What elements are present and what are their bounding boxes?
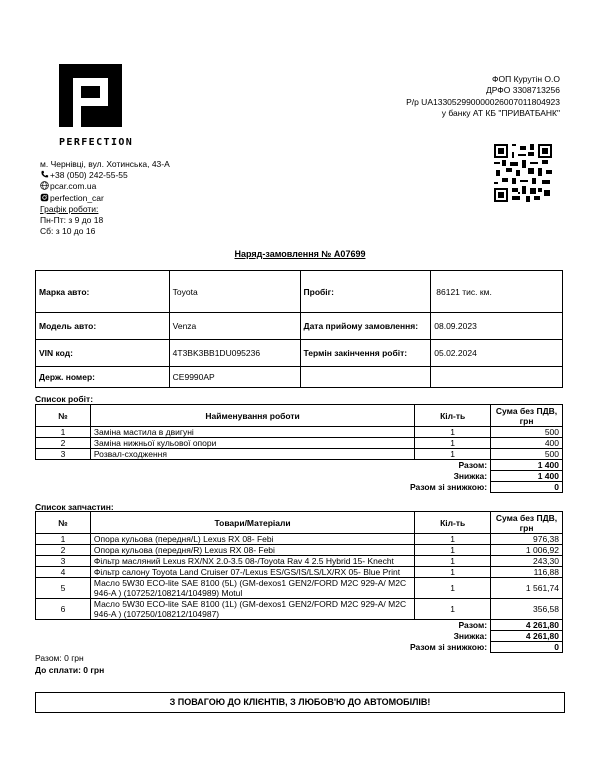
works-sum-value: 1 400 xyxy=(491,460,563,471)
works-after-value: 0 xyxy=(491,482,563,493)
table-row: 1 Заміна мастила в двигуні 1 500 xyxy=(36,427,563,438)
works-table xyxy=(35,404,563,493)
company-bank: у банку АТ КБ "ПРИВАТБАНК" xyxy=(441,107,560,118)
parts-sum-label: Разом: xyxy=(458,620,488,631)
company-account: Р/р UA133052990000026007011804923 xyxy=(406,96,560,107)
table-row: 6 Масло 5W30 ECO-lite SAE 8100 (1L) (GM-dexos1 GEN2/FORD M2C 929-A/ M2C 946-A ) (107250/108212/104987) 1 356,58 xyxy=(36,599,563,620)
phone-icon xyxy=(40,170,49,179)
works-header-num: № xyxy=(36,405,91,427)
empty-cell xyxy=(300,367,431,388)
parts-title: Список запчастин: xyxy=(35,502,114,512)
works-discount-value: 1 400 xyxy=(491,471,563,482)
company-name: ФОП Курутін О.О xyxy=(492,74,560,84)
vin-label: VIN код: xyxy=(36,340,170,367)
plate-value: CE9990AP xyxy=(169,367,300,388)
phone-line[interactable] xyxy=(40,170,170,181)
parts-header-sum: Сума без ПДВ, грн xyxy=(491,512,563,534)
site-text: pcar.com.ua xyxy=(50,181,97,192)
mileage-label: Пробіг: xyxy=(300,271,431,313)
parts-discount-label: Знижка: xyxy=(453,631,488,641)
table-row: 1 Опора кульова (передня/L) Lexus RX 08- Febi 1 976,38 xyxy=(36,534,563,545)
model-label: Модель авто: xyxy=(36,313,170,340)
parts-sum-value: 4 261,80 xyxy=(491,620,563,631)
works-header-sum: Сума без ПДВ, грн xyxy=(491,405,563,427)
table-row: 3 Фільтр масляний Lexus RX/NX 2.0-3.5 08-/Toyota Rav 4 2.5 Hybrid 15- Knecht 1 243,30 xyxy=(36,556,563,567)
parts-after-label: Разом зі знижкою: xyxy=(409,642,488,652)
company-drfo: ДРФО 3308713256 xyxy=(485,85,560,96)
schedule-weekdays: Пн-Пт: з 9 до 18 xyxy=(40,215,104,226)
works-header-name: Найменування роботи xyxy=(90,405,414,427)
parts-header-name: Товари/Матеріали xyxy=(90,512,414,534)
vin-value: 4T3BK3BB1DU095236 xyxy=(169,340,300,367)
model-value: Venza xyxy=(169,313,300,340)
deadline-value: 05.02.2024 xyxy=(431,340,563,367)
total-to-pay: До сплати: 0 грн xyxy=(35,664,105,675)
parts-header-num: № xyxy=(36,512,91,534)
works-header-qty: Кіл-ть xyxy=(415,405,491,427)
table-row: 2 Опора кульова (передня/R) Lexus RX 08- Febi 1 1 006,92 xyxy=(36,545,563,556)
qr-code-icon[interactable] xyxy=(494,144,552,202)
instagram-line[interactable] xyxy=(40,193,170,204)
address: м. Чернівці, вул. Хотинська, 43-А xyxy=(40,159,170,169)
car-info-table xyxy=(35,270,563,388)
phone-text: +38 (050) 242-55-55 xyxy=(50,170,128,181)
contacts-block xyxy=(40,159,170,237)
table-row: 2 Заміна нижньої кульової опори 1 400 xyxy=(36,438,563,449)
parts-table xyxy=(35,511,563,653)
instagram-text: perfection_car xyxy=(50,192,104,203)
schedule-title: Графік роботи: xyxy=(40,203,99,214)
company-requisites xyxy=(406,74,560,119)
works-after-label: Разом зі знижкою: xyxy=(409,482,488,492)
schedule-saturday: Сб: з 10 до 16 xyxy=(40,226,96,237)
accept-date-value: 08.09.2023 xyxy=(431,313,563,340)
order-title: Наряд-замовлення № А07699 xyxy=(234,249,366,259)
total-sum: Разом: 0 грн xyxy=(35,653,84,663)
footer-banner: З ПОВАГОЮ ДО КЛІЄНТІВ, З ЛЮБОВ'Ю ДО АВТОМОБІЛІВ! xyxy=(35,692,565,713)
totals-block xyxy=(35,653,104,676)
works-sum-label: Разом: xyxy=(458,460,488,471)
table-row: 4 Фільтр салону Toyota Land Cruiser 07-/Lexus ES/GS/IS/LS/LX/RX 05- Blue Print 1 116,88 xyxy=(36,567,563,578)
globe-icon xyxy=(40,181,49,190)
site-line[interactable] xyxy=(40,181,170,192)
mileage-value: 86121 тис. км. xyxy=(431,271,563,313)
table-row: 3 Розвал-сходження 1 500 xyxy=(36,449,563,460)
accept-date-label: Дата прийому замовлення: xyxy=(300,313,431,340)
parts-after-value: 0 xyxy=(491,642,563,653)
parts-discount-value: 4 261,80 xyxy=(491,631,563,642)
perfection-logo-icon xyxy=(59,64,122,127)
deadline-label: Термін закінчення робіт: xyxy=(300,340,431,367)
table-row: 5 Масло 5W30 ECO-lite SAE 8100 (5L) (GM-dexos1 GEN2/FORD M2C 929-A/ M2C 946-A ) (107252/108214/104989) Motul 1 1 561,74 xyxy=(36,578,563,599)
brand-value: Toyota xyxy=(169,271,300,313)
instagram-icon xyxy=(40,193,49,202)
brand-label: Марка авто: xyxy=(36,271,170,313)
parts-header-qty: Кіл-ть xyxy=(415,512,491,534)
logo-text: PERFECTION xyxy=(59,137,134,148)
empty-cell xyxy=(431,367,563,388)
plate-label: Держ. номер: xyxy=(36,367,170,388)
works-discount-label: Знижка: xyxy=(453,471,488,481)
works-title: Список робіт: xyxy=(35,394,94,404)
